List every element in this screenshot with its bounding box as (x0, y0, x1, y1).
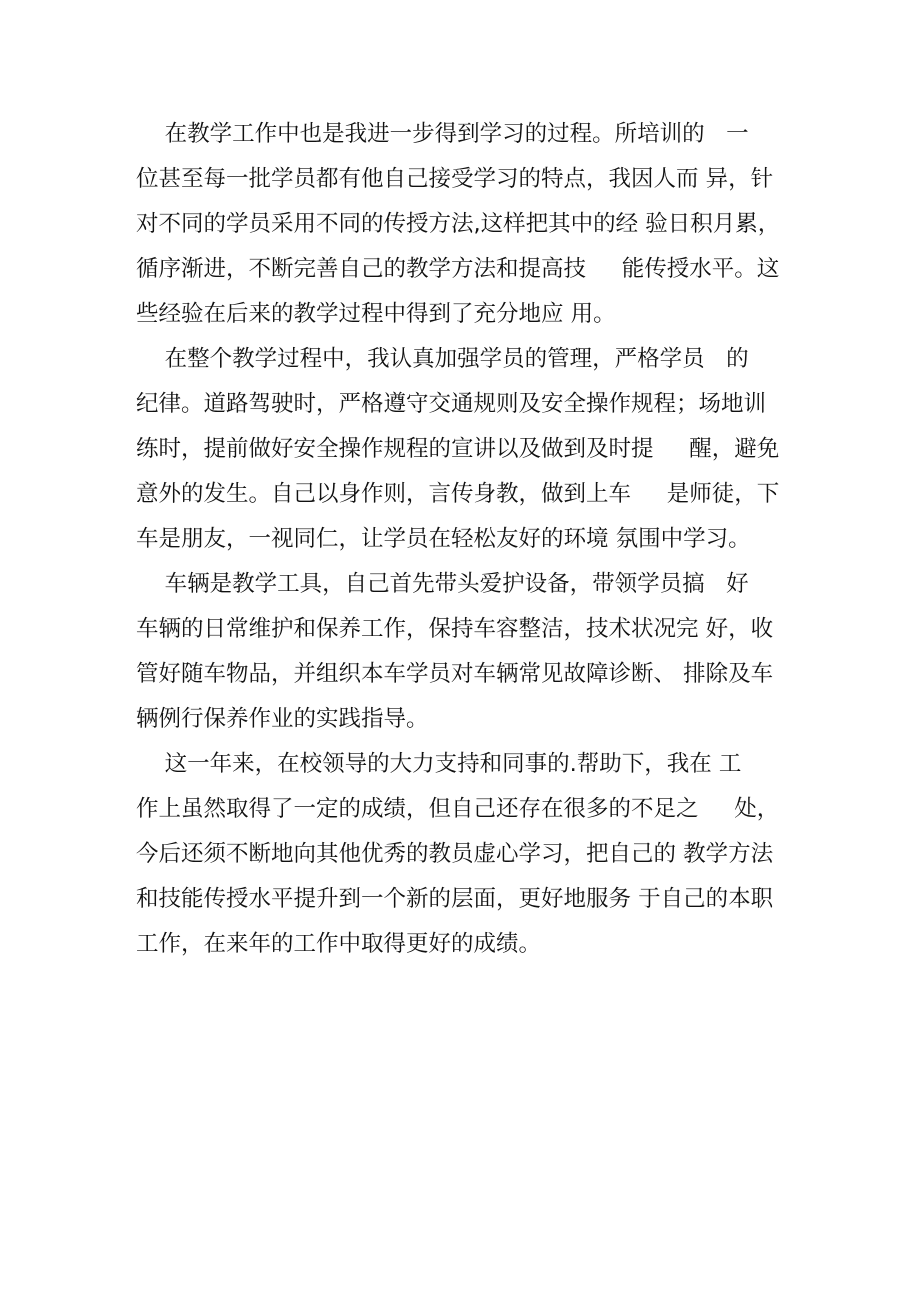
text-line: 辆例行保养作业的实践指导。 (136, 706, 429, 732)
text-line: 工作，在来年的工作中取得更好的成绩。 (136, 931, 542, 957)
text-line: 纪律。道路驾驶时，严格遵守交通规则及安全操作规程；场地训 (136, 391, 767, 417)
text-line: 对不同的学员采用不同的传授方法,这样把其中的经 验日积月累， (136, 211, 781, 237)
text-line: 练时，提前做好安全操作规程的宣讲以及做到及时提 醒，避免 (136, 436, 780, 462)
text-line: 车辆的日常维护和保养工作，保持车容整洁，技术状况完 好，收 (136, 616, 774, 642)
text-line: 循序渐进，不断完善自己的教学方法和提高技 能传授水平。这 (136, 256, 780, 282)
paragraph-year-summary (136, 742, 788, 967)
text-line: 位甚至每一批学员都有他自己接受学习的特点，我因人而 异，针 (136, 166, 774, 192)
text-line: 今后还须不断地向其他优秀的教员虚心学习，把自己的 教学方法 (136, 841, 774, 867)
paragraph-vehicle-maintenance (136, 562, 788, 742)
text-line: 作上虽然取得了一定的成绩，但自己还存在很多的不足之 处， (136, 796, 780, 822)
text-line: 管好随车物品，并组织本车学员对车辆常见故障诊断、 排除及车 (136, 661, 774, 687)
text-line: 和技能传授水平提升到一个新的层面，更好地服务 于自己的本职 (136, 886, 774, 912)
text-line: 这一年来，在校领导的大力支持和同事的.帮助下，我在 工 (136, 751, 742, 777)
text-line: 在教学工作中也是我进一步得到学习的过程。所培训的 一 (136, 121, 749, 147)
text-line: 在整个教学过程中，我认真加强学员的管理，严格学员 的 (136, 346, 749, 372)
paragraph-teaching-process (136, 112, 788, 337)
text-line: 车辆是教学工具，自己首先带头爱护设备，带领学员搞 好 (136, 571, 749, 597)
paragraph-student-management (136, 337, 788, 562)
text-line: 意外的发生。自己以身作则，言传身教，做到上车 是师徒，下 (136, 481, 780, 507)
text-line: 车是朋友，一视同仁，让学员在轻松友好的环境 氛围中学习。 (136, 526, 751, 552)
text-line: 些经验在后来的教学过程中得到了充分地应 用。 (136, 301, 616, 327)
document-body (136, 112, 788, 967)
